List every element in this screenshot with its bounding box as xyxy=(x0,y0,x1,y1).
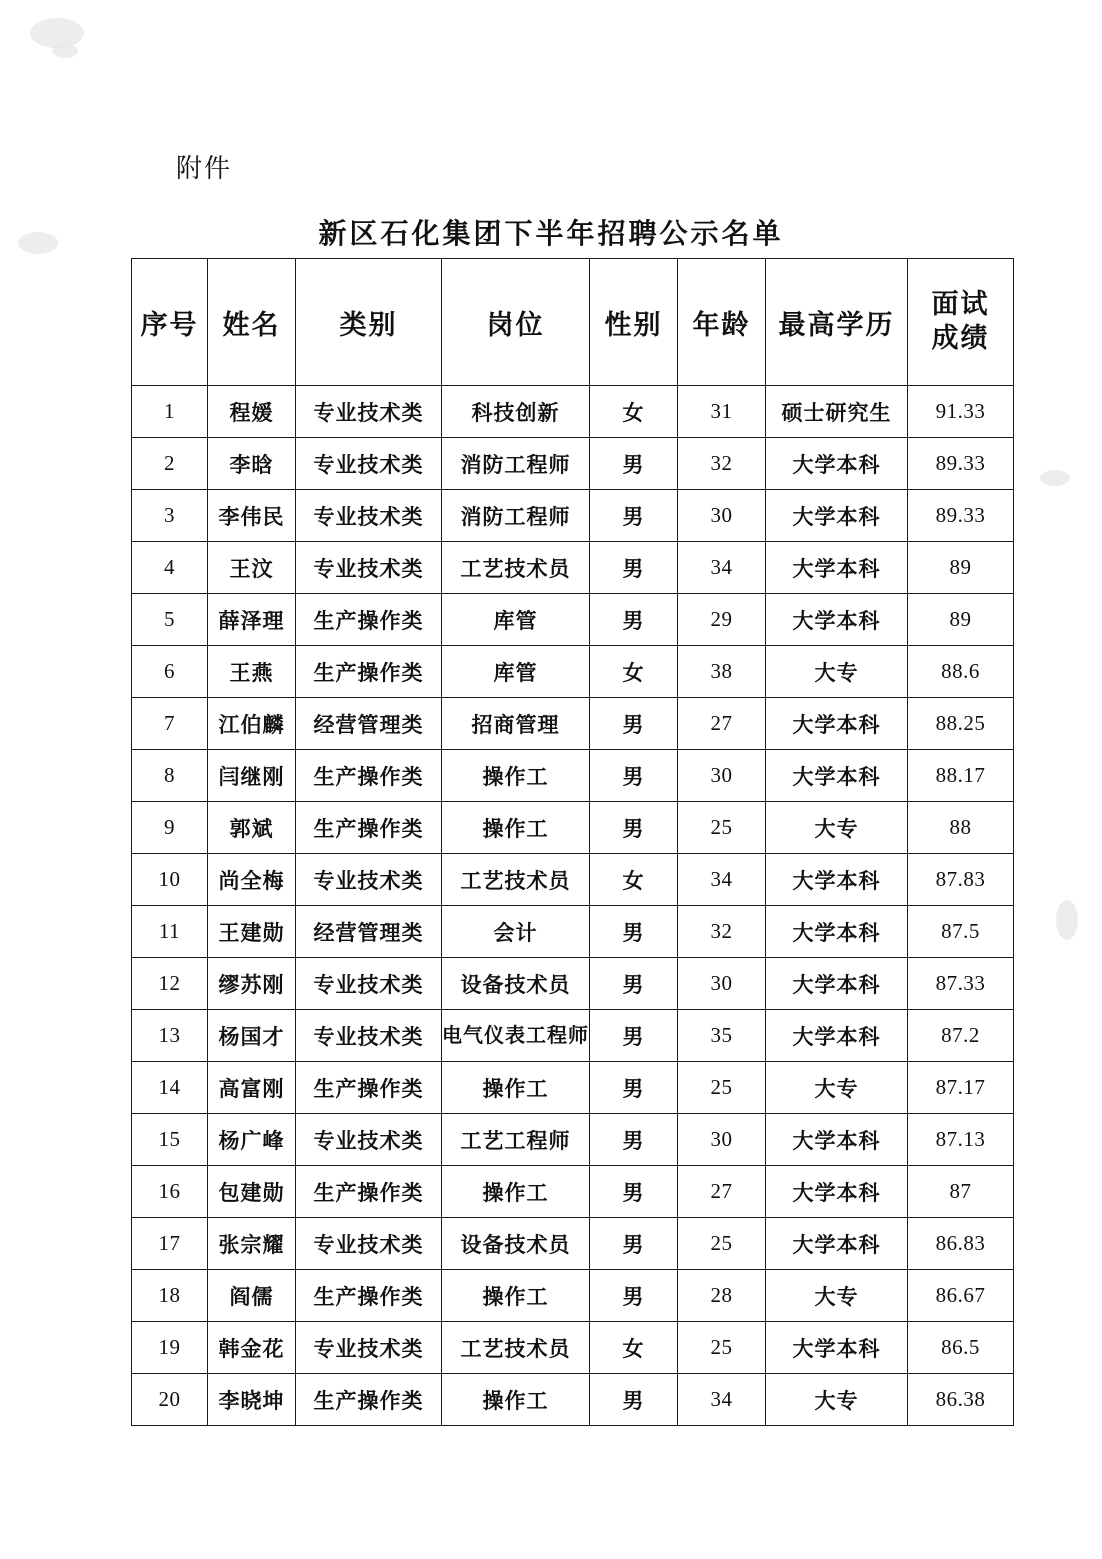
cell-name: 缪苏刚 xyxy=(208,958,296,1010)
cell-age: 32 xyxy=(678,906,766,958)
cell-gender: 男 xyxy=(590,594,678,646)
roster-table-wrap xyxy=(131,258,1013,1426)
cell-index: 15 xyxy=(132,1114,208,1166)
cell-name: 李晓坤 xyxy=(208,1374,296,1426)
cell-name: 包建勋 xyxy=(208,1166,296,1218)
column-header-index: 序号 xyxy=(132,259,208,386)
cell-score: 91.33 xyxy=(908,386,1014,438)
cell-name: 杨国才 xyxy=(208,1010,296,1062)
table-header-row xyxy=(132,259,1014,386)
cell-index: 7 xyxy=(132,698,208,750)
cell-index: 2 xyxy=(132,438,208,490)
cell-category: 专业技术类 xyxy=(296,1322,442,1374)
column-header-score-line1: 面试 xyxy=(931,289,990,320)
cell-age: 30 xyxy=(678,1114,766,1166)
cell-age: 32 xyxy=(678,438,766,490)
cell-name: 阎儒 xyxy=(208,1270,296,1322)
cell-score: 87.5 xyxy=(908,906,1014,958)
cell-category: 生产操作类 xyxy=(296,646,442,698)
cell-category: 生产操作类 xyxy=(296,1062,442,1114)
cell-category: 专业技术类 xyxy=(296,1010,442,1062)
cell-name: 高富刚 xyxy=(208,1062,296,1114)
cell-post: 操作工 xyxy=(442,1374,590,1426)
cell-gender: 女 xyxy=(590,1322,678,1374)
cell-age: 38 xyxy=(678,646,766,698)
cell-name: 郭斌 xyxy=(208,802,296,854)
cell-post: 操作工 xyxy=(442,1166,590,1218)
table-row xyxy=(132,438,1014,490)
table-row xyxy=(132,958,1014,1010)
cell-age: 29 xyxy=(678,594,766,646)
column-header-score-line2: 成绩 xyxy=(931,323,990,353)
scan-speckle xyxy=(52,44,78,58)
cell-post: 消防工程师 xyxy=(442,438,590,490)
cell-score: 88.17 xyxy=(908,750,1014,802)
column-header-gender: 性别 xyxy=(590,259,678,386)
cell-gender: 女 xyxy=(590,386,678,438)
cell-post: 操作工 xyxy=(442,1270,590,1322)
cell-age: 27 xyxy=(678,698,766,750)
cell-gender: 男 xyxy=(590,1114,678,1166)
cell-age: 35 xyxy=(678,1010,766,1062)
cell-post: 招商管理 xyxy=(442,698,590,750)
cell-category: 专业技术类 xyxy=(296,386,442,438)
table-row xyxy=(132,542,1014,594)
cell-score: 87.17 xyxy=(908,1062,1014,1114)
table-row xyxy=(132,906,1014,958)
cell-gender: 男 xyxy=(590,1062,678,1114)
cell-post: 操作工 xyxy=(442,1062,590,1114)
cell-gender: 男 xyxy=(590,906,678,958)
cell-education: 大学本科 xyxy=(766,1218,908,1270)
cell-education: 硕士研究生 xyxy=(766,386,908,438)
cell-score: 86.38 xyxy=(908,1374,1014,1426)
cell-age: 30 xyxy=(678,958,766,1010)
cell-index: 12 xyxy=(132,958,208,1010)
cell-category: 生产操作类 xyxy=(296,594,442,646)
column-header-name: 姓名 xyxy=(208,259,296,386)
cell-gender: 男 xyxy=(590,1218,678,1270)
cell-index: 8 xyxy=(132,750,208,802)
cell-post: 科技创新 xyxy=(442,386,590,438)
table-row xyxy=(132,698,1014,750)
cell-gender: 男 xyxy=(590,490,678,542)
cell-gender: 男 xyxy=(590,1374,678,1426)
cell-education: 大学本科 xyxy=(766,958,908,1010)
cell-index: 9 xyxy=(132,802,208,854)
table-row xyxy=(132,386,1014,438)
cell-category: 专业技术类 xyxy=(296,542,442,594)
table-row xyxy=(132,1166,1014,1218)
cell-category: 经营管理类 xyxy=(296,698,442,750)
cell-age: 25 xyxy=(678,802,766,854)
column-header-post: 岗位 xyxy=(442,259,590,386)
cell-post: 库管 xyxy=(442,646,590,698)
cell-score: 87.13 xyxy=(908,1114,1014,1166)
cell-education: 大学本科 xyxy=(766,698,908,750)
cell-gender: 女 xyxy=(590,854,678,906)
cell-post: 操作工 xyxy=(442,802,590,854)
cell-post: 消防工程师 xyxy=(442,490,590,542)
cell-category: 专业技术类 xyxy=(296,438,442,490)
cell-category: 生产操作类 xyxy=(296,750,442,802)
cell-post: 设备技术员 xyxy=(442,958,590,1010)
table-row xyxy=(132,1270,1014,1322)
cell-category: 专业技术类 xyxy=(296,958,442,1010)
cell-index: 4 xyxy=(132,542,208,594)
cell-score: 86.5 xyxy=(908,1322,1014,1374)
cell-index: 17 xyxy=(132,1218,208,1270)
cell-category: 生产操作类 xyxy=(296,1270,442,1322)
roster-table xyxy=(131,258,1014,1426)
page-title: 新区石化集团下半年招聘公示名单 xyxy=(318,219,784,250)
cell-post xyxy=(442,1010,590,1062)
table-row xyxy=(132,594,1014,646)
cell-name: 王建勋 xyxy=(208,906,296,958)
cell-index: 19 xyxy=(132,1322,208,1374)
cell-post-text: 电气仪表工程师 xyxy=(442,1024,589,1047)
cell-score: 88.6 xyxy=(908,646,1014,698)
cell-name: 韩金花 xyxy=(208,1322,296,1374)
table-row xyxy=(132,1218,1014,1270)
cell-name: 王燕 xyxy=(208,646,296,698)
column-header-age: 年龄 xyxy=(678,259,766,386)
table-header xyxy=(132,259,1014,386)
cell-post: 工艺技术员 xyxy=(442,542,590,594)
cell-category: 专业技术类 xyxy=(296,490,442,542)
cell-name: 尚全梅 xyxy=(208,854,296,906)
cell-education: 大学本科 xyxy=(766,438,908,490)
cell-education: 大学本科 xyxy=(766,1166,908,1218)
cell-index: 11 xyxy=(132,906,208,958)
cell-gender: 男 xyxy=(590,1166,678,1218)
table-row xyxy=(132,1322,1014,1374)
cell-score: 88 xyxy=(908,802,1014,854)
cell-gender: 女 xyxy=(590,646,678,698)
cell-post: 工艺技术员 xyxy=(442,1322,590,1374)
cell-post: 工艺技术员 xyxy=(442,854,590,906)
cell-post: 工艺工程师 xyxy=(442,1114,590,1166)
cell-post: 操作工 xyxy=(442,750,590,802)
column-header-category: 类别 xyxy=(296,259,442,386)
cell-index: 5 xyxy=(132,594,208,646)
cell-score: 88.25 xyxy=(908,698,1014,750)
cell-post: 会计 xyxy=(442,906,590,958)
cell-name: 江伯麟 xyxy=(208,698,296,750)
cell-index: 20 xyxy=(132,1374,208,1426)
cell-score: 86.67 xyxy=(908,1270,1014,1322)
scan-speckle xyxy=(1056,900,1078,940)
table-body xyxy=(132,386,1014,1426)
cell-education: 大专 xyxy=(766,1062,908,1114)
cell-category: 生产操作类 xyxy=(296,1166,442,1218)
cell-gender: 男 xyxy=(590,698,678,750)
cell-name: 闫继刚 xyxy=(208,750,296,802)
cell-age: 34 xyxy=(678,542,766,594)
cell-age: 34 xyxy=(678,854,766,906)
cell-category: 专业技术类 xyxy=(296,1114,442,1166)
cell-index: 16 xyxy=(132,1166,208,1218)
cell-age: 25 xyxy=(678,1062,766,1114)
column-header-education: 最高学历 xyxy=(766,259,908,386)
cell-name: 薛泽理 xyxy=(208,594,296,646)
table-row xyxy=(132,646,1014,698)
table-row xyxy=(132,1374,1014,1426)
scan-speckle xyxy=(30,18,84,48)
attachment-label: 附件 xyxy=(176,154,233,183)
cell-index: 10 xyxy=(132,854,208,906)
cell-index: 1 xyxy=(132,386,208,438)
cell-index: 13 xyxy=(132,1010,208,1062)
column-header-score xyxy=(908,259,1014,386)
cell-index: 6 xyxy=(132,646,208,698)
cell-age: 31 xyxy=(678,386,766,438)
cell-gender: 男 xyxy=(590,750,678,802)
cell-score: 87.83 xyxy=(908,854,1014,906)
cell-education: 大学本科 xyxy=(766,1114,908,1166)
cell-name: 李伟民 xyxy=(208,490,296,542)
table-row xyxy=(132,802,1014,854)
cell-education: 大学本科 xyxy=(766,1322,908,1374)
cell-gender: 男 xyxy=(590,958,678,1010)
cell-age: 34 xyxy=(678,1374,766,1426)
cell-gender: 男 xyxy=(590,802,678,854)
table-row xyxy=(132,750,1014,802)
cell-category: 专业技术类 xyxy=(296,1218,442,1270)
cell-category: 生产操作类 xyxy=(296,802,442,854)
cell-name: 张宗耀 xyxy=(208,1218,296,1270)
cell-score: 89 xyxy=(908,594,1014,646)
cell-age: 25 xyxy=(678,1218,766,1270)
cell-gender: 男 xyxy=(590,438,678,490)
cell-education: 大学本科 xyxy=(766,750,908,802)
scan-speckle xyxy=(1040,470,1070,486)
cell-score: 87 xyxy=(908,1166,1014,1218)
cell-category: 专业技术类 xyxy=(296,854,442,906)
cell-education: 大专 xyxy=(766,646,908,698)
cell-education: 大学本科 xyxy=(766,594,908,646)
cell-score: 87.33 xyxy=(908,958,1014,1010)
cell-education: 大专 xyxy=(766,1270,908,1322)
cell-education: 大学本科 xyxy=(766,1010,908,1062)
cell-age: 30 xyxy=(678,490,766,542)
cell-education: 大学本科 xyxy=(766,854,908,906)
table-row xyxy=(132,854,1014,906)
cell-post: 库管 xyxy=(442,594,590,646)
cell-gender: 男 xyxy=(590,542,678,594)
cell-score: 87.2 xyxy=(908,1010,1014,1062)
cell-name: 杨广峰 xyxy=(208,1114,296,1166)
cell-index: 18 xyxy=(132,1270,208,1322)
cell-gender: 男 xyxy=(590,1010,678,1062)
cell-category: 生产操作类 xyxy=(296,1374,442,1426)
cell-age: 30 xyxy=(678,750,766,802)
table-row xyxy=(132,1062,1014,1114)
cell-gender: 男 xyxy=(590,1270,678,1322)
table-row xyxy=(132,1010,1014,1062)
cell-name: 王汶 xyxy=(208,542,296,594)
cell-age: 28 xyxy=(678,1270,766,1322)
table-row xyxy=(132,490,1014,542)
cell-name: 程媛 xyxy=(208,386,296,438)
cell-post: 设备技术员 xyxy=(442,1218,590,1270)
cell-score: 89.33 xyxy=(908,490,1014,542)
cell-category: 经营管理类 xyxy=(296,906,442,958)
cell-name: 李晗 xyxy=(208,438,296,490)
cell-score: 89 xyxy=(908,542,1014,594)
cell-education: 大学本科 xyxy=(766,542,908,594)
cell-score: 86.83 xyxy=(908,1218,1014,1270)
cell-age: 25 xyxy=(678,1322,766,1374)
cell-education: 大专 xyxy=(766,1374,908,1426)
cell-index: 14 xyxy=(132,1062,208,1114)
cell-score: 89.33 xyxy=(908,438,1014,490)
cell-index: 3 xyxy=(132,490,208,542)
table-row xyxy=(132,1114,1014,1166)
cell-education: 大学本科 xyxy=(766,906,908,958)
cell-education: 大专 xyxy=(766,802,908,854)
cell-age: 27 xyxy=(678,1166,766,1218)
cell-education: 大学本科 xyxy=(766,490,908,542)
